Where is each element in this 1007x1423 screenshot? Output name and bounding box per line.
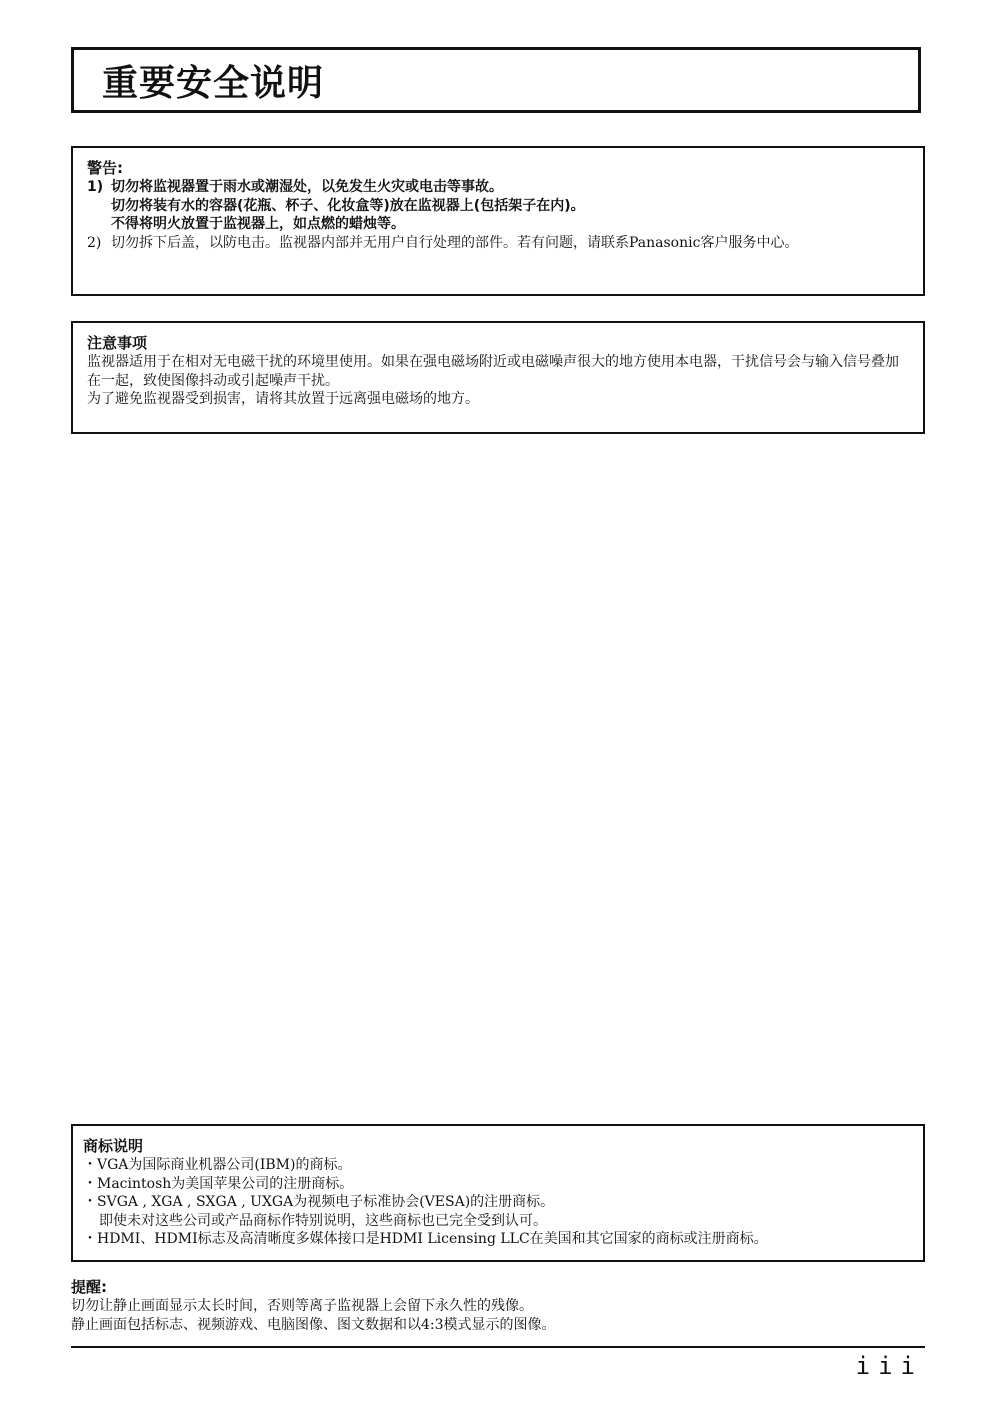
reminder-line-1: 切勿让静止画面显示太长时间，否则等离子监视器上会留下永久性的残像。 xyxy=(71,1298,533,1314)
trademark-item-3-continued: 即使未对这些公司或产品商标作特别说明，这些商标也已完全受到认可。 xyxy=(99,1212,547,1229)
warning-item-1-line-2: 切勿将装有水的容器(花瓶、杯子、化妆盒等)放在监视器上(包括架子在内)。 xyxy=(111,197,585,214)
warning-item-2-text: 切勿拆下后盖，以防电击。监视器内部并无用户自行处理的部件。若有问题，请联系Panasonic客户服务中心。 xyxy=(111,234,799,251)
trademark-item-2: ・Macintosh为美国苹果公司的注册商标。 xyxy=(83,1175,354,1192)
caution-line-2: 为了避免监视器受到损害，请将其放置于远离强电磁场的地方。 xyxy=(87,391,479,407)
trademark-item-3: ・SVGA , XGA , SXGA , UXGA为视频电子标准协会(VESA)的注册商标。 xyxy=(83,1194,555,1210)
page-title: 重要安全说明 xyxy=(102,63,325,104)
footer-rule xyxy=(71,1346,925,1348)
reminder-line-2: 静止画面包括标志、视频游戏、电脑图像、图文数据和以4:3模式显示的图像。 xyxy=(71,1316,556,1333)
reminder-section xyxy=(71,1278,925,1334)
caution-heading: 注意事项 xyxy=(87,334,148,352)
caution-box xyxy=(71,321,925,434)
warning-heading: 警告: xyxy=(87,159,123,177)
trademark-box xyxy=(71,1124,925,1262)
trademark-item-1: ・VGA为国际商业机器公司(IBM)的商标。 xyxy=(83,1157,352,1173)
warning-box xyxy=(71,146,925,296)
trademark-heading: 商标说明 xyxy=(83,1137,144,1155)
caution-line-1: 监视器适用于在相对无电磁干扰的环境里使用。如果在强电磁场附近或电磁噪声很大的地方使用本电器，干扰信号会与输入信号叠加在一起，致使图像抖动或引起噪声干扰。 xyxy=(87,354,899,389)
warning-item-2-number: 2) xyxy=(87,234,102,251)
page-number: iii xyxy=(855,1352,923,1380)
trademark-item-4: ・HDMI、HDMI标志及高清晰度多媒体接口是HDMI Licensing LLC在美国和其它国家的商标或注册商标。 xyxy=(83,1231,768,1247)
warning-item-2 xyxy=(87,234,909,253)
warning-item-1-line-1: 切勿将监视器置于雨水或潮湿处，以免发生火灾或电击等事故。 xyxy=(111,179,503,195)
reminder-heading: 提醒: xyxy=(71,1278,107,1296)
warning-item-1-line-3: 不得将明火放置于监视器上，如点燃的蜡烛等。 xyxy=(111,216,405,232)
warning-item-1-number: 1) xyxy=(87,179,104,195)
warning-item-1 xyxy=(87,178,909,197)
title-box xyxy=(71,47,921,113)
